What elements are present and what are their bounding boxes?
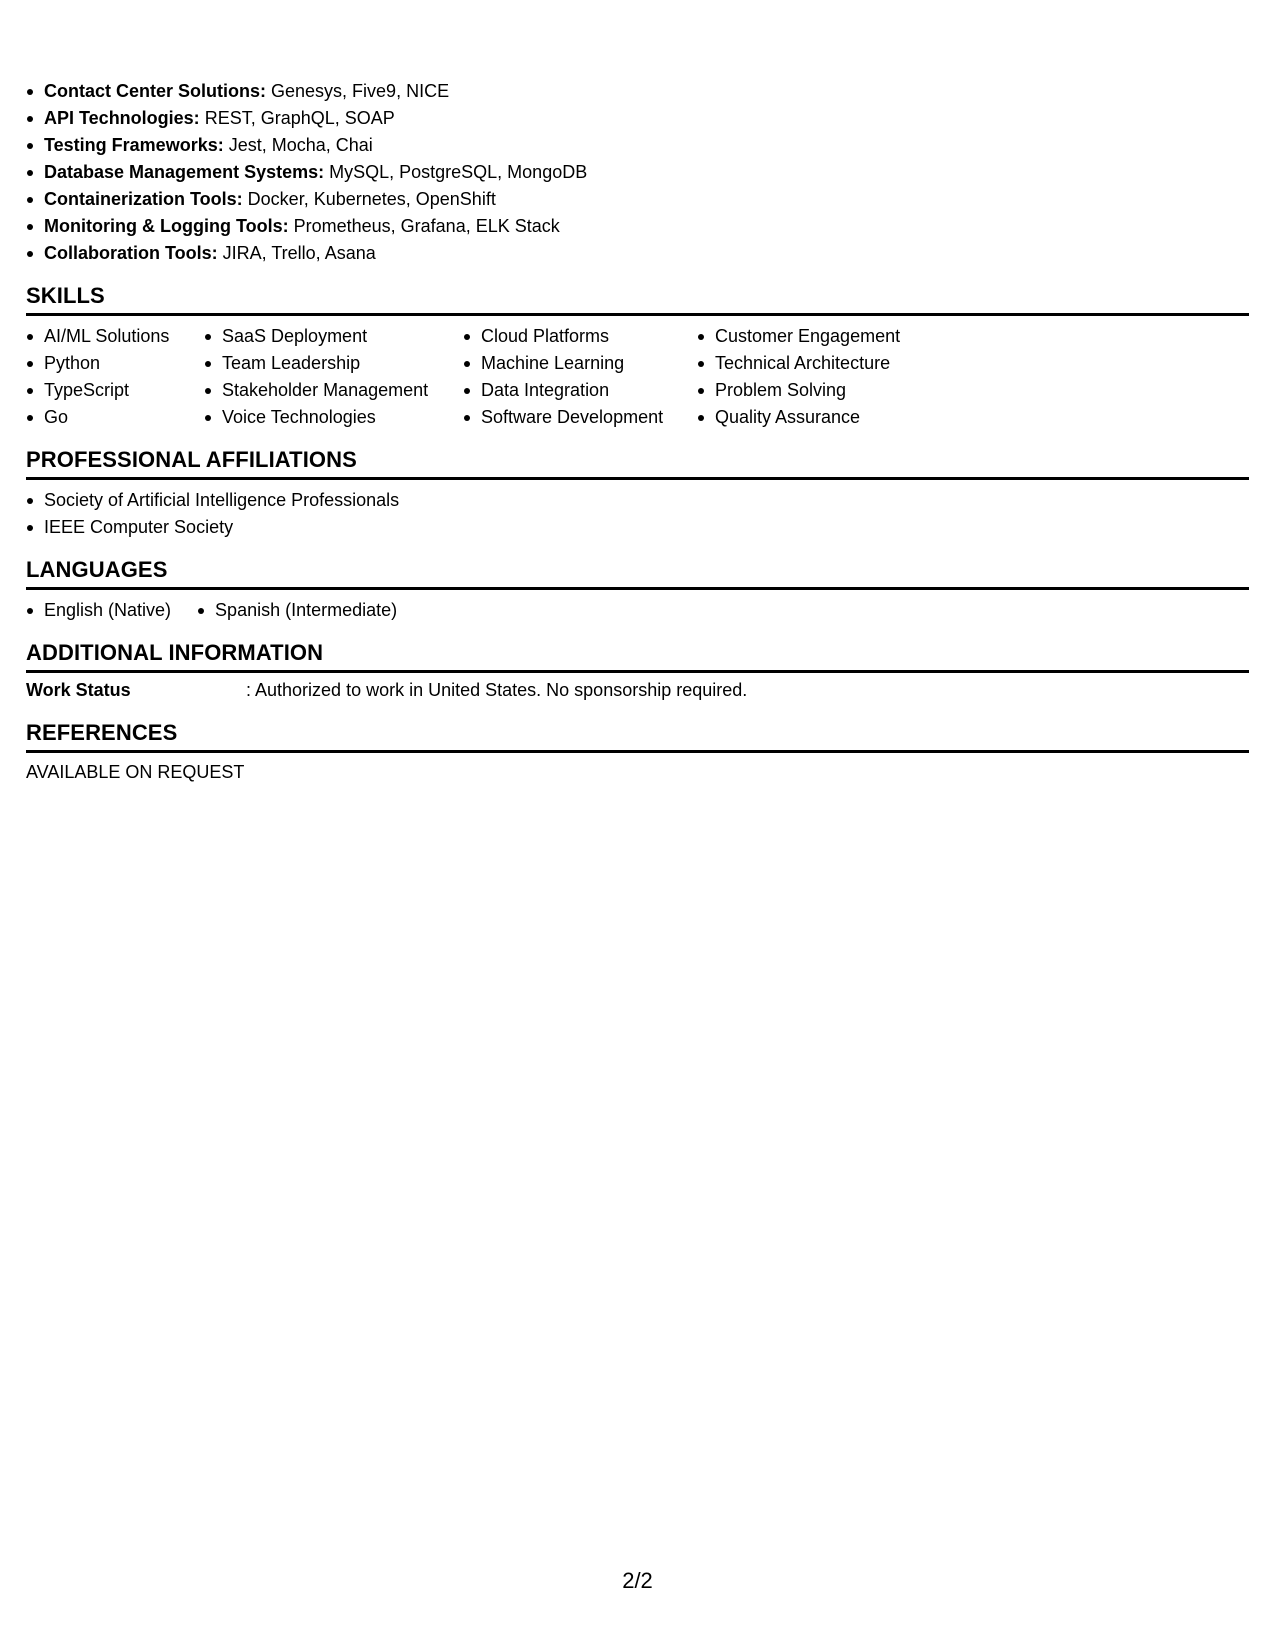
skill-item: Team Leadership (204, 350, 463, 377)
skill-item: Python (26, 350, 204, 377)
references-heading: REFERENCES (26, 720, 1249, 753)
references-section (26, 720, 1249, 786)
tools-list (26, 78, 1249, 267)
skill-item: Stakeholder Management (204, 377, 463, 404)
languages-section (26, 557, 1249, 624)
skills-heading: SKILLS (26, 283, 1249, 316)
tools-item-key: Testing Frameworks: (44, 135, 224, 155)
skill-item: Software Development (463, 404, 697, 431)
skills-column (697, 323, 957, 431)
tools-item-value: Jest, Mocha, Chai (223, 135, 373, 155)
skill-item: TypeScript (26, 377, 204, 404)
tools-item (26, 213, 1249, 240)
skills-column (26, 323, 204, 431)
affiliations-section (26, 447, 1249, 541)
affiliations-heading: PROFESSIONAL AFFILIATIONS (26, 447, 1249, 480)
tools-item-value: Genesys, Five9, NICE (266, 81, 450, 101)
tools-item (26, 78, 1249, 105)
skills-column (463, 323, 697, 431)
tools-item-key: Contact Center Solutions: (44, 81, 267, 101)
skill-item: Technical Architecture (697, 350, 957, 377)
skill-item: Customer Engagement (697, 323, 957, 350)
affiliations-list (26, 480, 1249, 541)
languages-list (26, 590, 1249, 624)
skill-item: Data Integration (463, 377, 697, 404)
skill-item: AI/ML Solutions (26, 323, 204, 350)
tools-item (26, 105, 1249, 132)
additional-info-section (26, 640, 1249, 704)
tools-item-key: API Technologies: (44, 108, 200, 128)
tools-item-value: JIRA, Trello, Asana (217, 243, 376, 263)
skill-item: Go (26, 404, 204, 431)
tools-item-key: Database Management Systems: (44, 162, 325, 182)
affiliation-item: IEEE Computer Society (26, 514, 1249, 541)
tools-item-value: Docker, Kubernetes, OpenShift (242, 189, 496, 209)
skills-column (204, 323, 463, 431)
language-item: English (Native) (26, 597, 171, 624)
references-text: AVAILABLE ON REQUEST (26, 762, 245, 782)
language-item: Spanish (Intermediate) (197, 597, 397, 624)
skills-grid (26, 316, 1249, 431)
skill-item: Quality Assurance (697, 404, 957, 431)
tools-item (26, 159, 1249, 186)
tools-item-key: Collaboration Tools: (44, 243, 218, 263)
tools-item-key: Monitoring & Logging Tools: (44, 216, 289, 236)
work-status-row (26, 673, 1249, 704)
tools-item (26, 240, 1249, 267)
tools-item-value: MySQL, PostgreSQL, MongoDB (324, 162, 588, 182)
skills-section (26, 283, 1249, 431)
skill-item: Voice Technologies (204, 404, 463, 431)
skill-item: Cloud Platforms (463, 323, 697, 350)
page-number: 2/2 (622, 1568, 653, 1593)
tools-item-value: REST, GraphQL, SOAP (199, 108, 395, 128)
tools-item (26, 186, 1249, 213)
affiliation-item: Society of Artificial Intelligence Professionals (26, 487, 1249, 514)
tools-item-key: Containerization Tools: (44, 189, 243, 209)
languages-heading: LANGUAGES (26, 557, 1249, 590)
additional-info-heading: ADDITIONAL INFORMATION (26, 640, 1249, 673)
tools-item (26, 132, 1249, 159)
skill-item: SaaS Deployment (204, 323, 463, 350)
skill-item: Machine Learning (463, 350, 697, 377)
work-status-label: Work Status (26, 680, 131, 700)
work-status-value: : Authorized to work in United States. No sponsorship required. (246, 680, 748, 700)
tools-item-value: Prometheus, Grafana, ELK Stack (288, 216, 560, 236)
resume-page (26, 78, 1249, 786)
skill-item: Problem Solving (697, 377, 957, 404)
